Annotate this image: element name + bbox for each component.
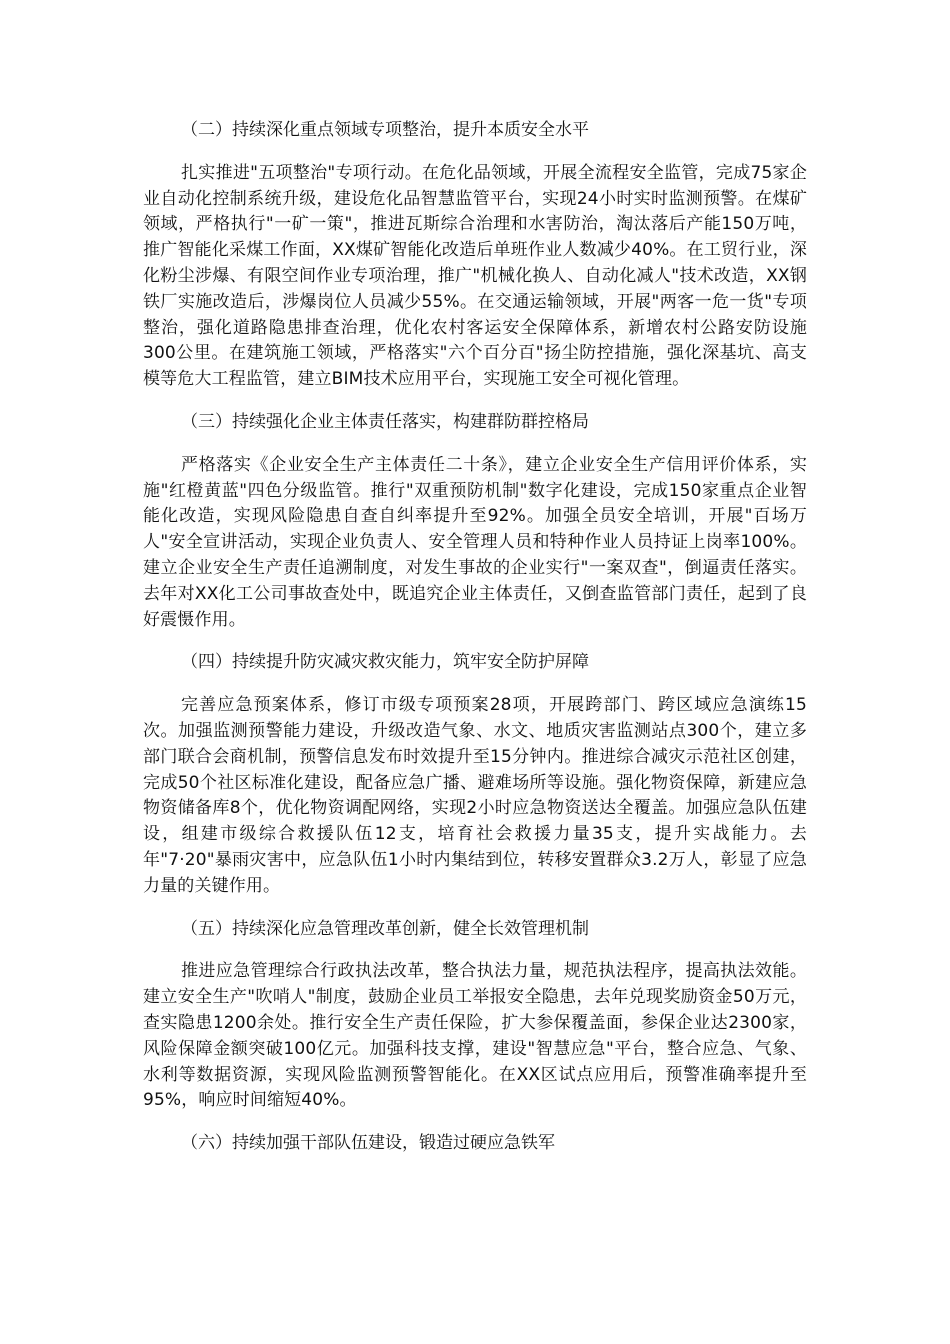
section-heading: （六）持续加强干部队伍建设，锻造过硬应急铁军 (181, 1133, 555, 1154)
section-paragraph: 扎实推进"五项整治"专项行动。在危化品领域，开展全流程安全监管，完成75家企业自动化控制系统升级，建设危化品智慧监管平台，实现24小时实时监测预警。在煤矿领域，严格执行"一矿一策"，推进瓦斯综合治理和水害防治，淘汰落后产能150万吨，推广智能化采煤工作面，XX煤矿智能化改造后单班作业人数减少40%。在工贸行业，深化粉尘涉爆、有限空间作业专项治理，推广"机械化换人、自动化减人"技术改造，XX钢铁厂实施改造后，涉爆岗位人员减少55%。在交通运输领域，开展"两客一危一货"专项整治，强化道路隐患排查治理，优化农村客运安全保障体系，新增农村公路安防设施300公里。在建筑施工领域，严格落实"六个百分百"扬尘防控措施，强化深基坑、高支模等危大工程监管，建立BIM技术应用平台，实现施工安全可视化管理。 (143, 162, 807, 390)
section-paragraph: 完善应急预案体系，修订市级专项预案28项，开展跨部门、跨区域应急演练15次。加强监测预警能力建设，升级改造气象、水文、地质灾害监测站点300个，建立多部门联合会商机制，预警信息发布时效提升至15分钟内。推进综合减灾示范社区创建，完成50个社区标准化建设，配备应急广播、避难场所等设施。强化物资保障，新建应急物资储备库8个，优化物资调配网络，实现2小时应急物资送达全覆盖。加强应急队伍建设，组建市级综合救援队伍12支，培育社会救援力量35支，提升实战能力。去年"7·20"暴雨灾害中，应急队伍1小时内集结到位，转移安置群众3.2万人，彰显了应急力量的关键作用。 (143, 695, 807, 896)
section-heading: （二）持续深化重点领域专项整治，提升本质安全水平 (181, 120, 589, 140)
section-paragraph: 严格落实《企业安全生产主体责任二十条》，建立企业安全生产信用评价体系，实施"红橙黄蓝"四色分级监管。推行"双重预防机制"数字化建设，完成150家重点企业智能化改造，实现风险隐患自查自纠率提升至92%。加强全员安全培训，开展"百场万人"安全宣讲活动，实现企业负责人、安全管理人员和特种作业人员持证上岗率100%。建立企业安全生产责任追溯制度，对发生事故的企业实行"一案双查"，倒逼责任落实。去年对XX化工公司事故查处中，既追究企业主体责任，又倒查监管部门责任，起到了良好震慑作用。 (143, 454, 807, 630)
document-body (143, 118, 807, 1174)
section-paragraph: 推进应急管理综合行政执法改革，整合执法力量，规范执法程序，提高执法效能。建立安全生产"吹哨人"制度，鼓励企业员工举报安全隐患，去年兑现奖励资金50万元，查实隐患1200余处。推行安全生产责任保险，扩大参保覆盖面，参保企业达2300家，风险保障金额突破100亿元。加强科技支撑，建设"智慧应急"平台，整合应急、气象、水利等数据资源，实现风险监测预警智能化。在XX区试点应用后，预警准确率提升至95%，响应时间缩短40%。 (143, 961, 807, 1111)
section-heading: （三）持续强化企业主体责任落实，构建群防群控格局 (181, 411, 589, 432)
section-heading: （四）持续提升防灾减灾救灾能力，筑牢安全防护屏障 (181, 652, 589, 673)
section-heading: （五）持续深化应急管理改革创新，健全长效管理机制 (181, 918, 589, 939)
